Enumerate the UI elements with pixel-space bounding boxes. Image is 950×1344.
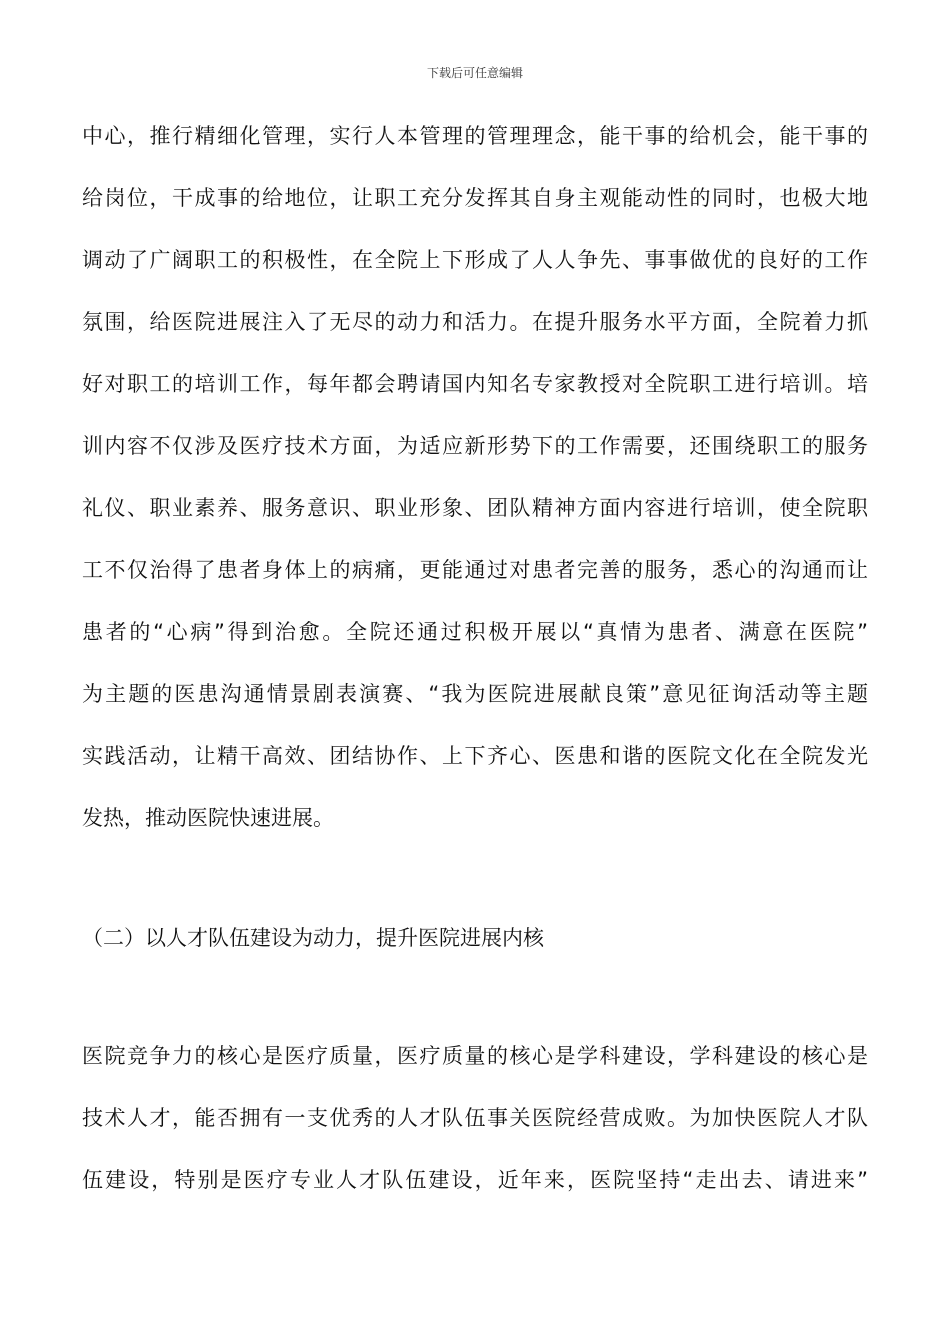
paragraph2-line-1: 医院竞争力的核心是医疗质量，医疗质量的核心是学科建设，学科建设的核心是: [82, 1044, 868, 1068]
paragraph1-line-6: 训内容不仅涉及医疗技术方面，为适应新形势下的工作需要，还围绕职工的服务: [82, 434, 868, 458]
paragraph1-line-2: 给岗位，干成事的给地位，让职工充分发挥其自身主观能动性的同时，也极大地: [82, 186, 868, 210]
paragraph1-line-10: 为主题的医患沟通情景剧表演赛、“我为医院进展献良策”意见征询活动等主题: [82, 682, 868, 706]
paragraph1-line-9: 患者的“心病”得到治愈。全院还通过积极开展以“真情为患者、满意在医院”: [82, 620, 868, 644]
paragraph2-line-2: 技术人才，能否拥有一支优秀的人才队伍事关医院经营成败。为加快医院人才队: [82, 1106, 868, 1130]
paragraph2-line-3: 伍建设，特别是医疗专业人才队伍建设，近年来，医院坚持“走出去、请进来”: [82, 1168, 868, 1192]
paragraph1-line-1: 中心，推行精细化管理，实行人本管理的管理理念，能干事的给机会，能干事的: [82, 124, 868, 148]
page-header: 下载后可任意编辑: [426, 66, 523, 80]
paragraph1-line-8: 工不仅治得了患者身体上的病痛，更能通过对患者完善的服务，悉心的沟通而让: [82, 558, 868, 582]
paragraph1-line-3: 调动了广阔职工的积极性，在全院上下形成了人人争先、事事做优的良好的工作: [82, 248, 868, 272]
paragraph1-line-7: 礼仪、职业素养、服务意识、职业形象、团队精神方面内容进行培训，使全院职: [82, 496, 868, 520]
paragraph1-line-5: 好对职工的培训工作，每年都会聘请国内知名专家教授对全院职工进行培训。培: [82, 372, 868, 396]
paragraph1-line-12: 发热，推动医院快速进展。: [82, 806, 334, 830]
section-heading: （二）以人才队伍建设为动力，提升医院进展内核: [82, 926, 544, 950]
paragraph1-line-4: 氛围，给医院进展注入了无尽的动力和活力。在提升服务水平方面，全院着力抓: [82, 310, 868, 334]
paragraph1-line-11: 实践活动，让精干高效、团结协作、上下齐心、医患和谐的医院文化在全院发光: [82, 744, 868, 768]
